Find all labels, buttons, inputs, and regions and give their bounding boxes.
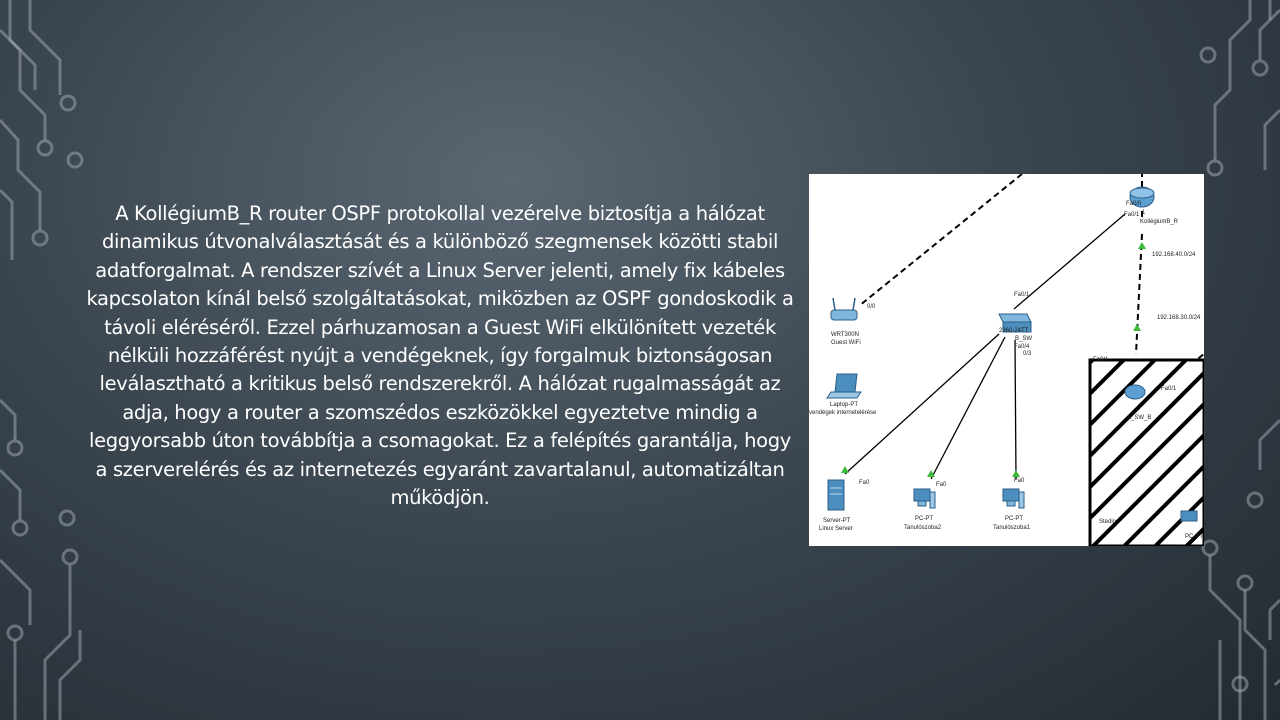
hatched-redacted-area bbox=[1090, 357, 1204, 546]
text-line: dinamikus útvonalválasztását és a különböző szegmensek közötti stabil bbox=[101, 230, 779, 254]
network-label: 192.168.40.0/24 bbox=[1152, 252, 1196, 258]
wifi-name-label: Guest WiFi bbox=[831, 340, 861, 346]
text-line: A KollégiumB_R router OSPF protokollal vezérelve biztosítja a hálózat bbox=[115, 202, 765, 225]
network-topology-image bbox=[809, 174, 1204, 546]
router-name-label: KollégiumB_R bbox=[1140, 219, 1179, 225]
hatch-name-label: A_SW_B bbox=[1127, 415, 1152, 421]
text-line: működjön. bbox=[390, 486, 490, 510]
text-line: adatforgalmat. A rendszer szívét a Linux Server jelenti, amely fix kábeles bbox=[95, 258, 785, 282]
server-icon bbox=[819, 480, 870, 532]
laptop-name-label: vendégek internetelérése bbox=[809, 410, 877, 416]
server-port-label: Fa0 bbox=[859, 480, 870, 486]
hatch-pc-label: PC-PT bbox=[1185, 534, 1203, 540]
wireless-router-icon bbox=[831, 298, 876, 346]
router-port-label: Fa0/1 bbox=[1124, 212, 1140, 218]
switch-port-label: Fa0/1 bbox=[1014, 292, 1030, 298]
router-port-label: 1 bbox=[1142, 210, 1146, 216]
hatch-port-label: Fa0/1 bbox=[1161, 386, 1177, 392]
pc-icon bbox=[993, 478, 1031, 531]
switch-model-label: 2960-24TT bbox=[999, 328, 1029, 334]
pc-model-label: PC-PT bbox=[915, 516, 933, 522]
router-port-label: Fa0/0 bbox=[1126, 201, 1142, 207]
text-line: kapcsolaton kínál belső szolgáltatásokat, miközben az OSPF gondoskodik a bbox=[86, 287, 794, 311]
text-line: adja, hogy a router a szomszédos eszközökkel egyeztetve mindig a bbox=[122, 400, 758, 424]
text-line: távoli eléréséről. Ezzel párhuzamosan a Guest WiFi elkülönített vezeték bbox=[104, 315, 776, 339]
server-name-label: Linux Server bbox=[819, 526, 853, 532]
text-line: nélküli hozzáférést nyújt a vendégeknek, így forgalmuk biztonságosan bbox=[107, 344, 773, 368]
wifi-model-label: WRT300N bbox=[831, 332, 859, 338]
pc-name-label: Tanulószoba1 bbox=[993, 525, 1031, 531]
router-icon bbox=[1124, 187, 1179, 225]
pc-port-label: Fa0 bbox=[936, 482, 947, 488]
description-paragraph bbox=[70, 200, 810, 512]
switch-port-label: Fa0/4 bbox=[1014, 344, 1030, 350]
text-line: leválasztható a kritikus belső rendszerekről. A hálózat rugalmasságát az bbox=[99, 372, 781, 396]
pc-name-label: Tanulószoba2 bbox=[904, 525, 942, 531]
dashed-link bbox=[859, 174, 1022, 306]
text-line: a szerverelérés és az internetezés egyaránt zavartalanul, automatizáltan bbox=[95, 457, 785, 481]
laptop-model-label: Laptop-PT bbox=[830, 402, 859, 408]
laptop-icon bbox=[809, 374, 877, 416]
hatch-bottom-label: Stedio bbox=[1099, 519, 1117, 525]
pc-port-label: Fa0 bbox=[1014, 478, 1025, 484]
switch-icon bbox=[999, 292, 1032, 357]
wifi-port-label: 0/0 bbox=[867, 304, 876, 310]
pc-model-label: PC-PT bbox=[1005, 516, 1023, 522]
text-line: leggyorsabb úton továbbítja a csomagokat. Ez a felépítés garantálja, hogy bbox=[89, 429, 791, 453]
switch-name-label: B_SW bbox=[1015, 336, 1033, 342]
switch-port-label: 0/3 bbox=[1023, 351, 1032, 357]
server-model-label: Server-PT bbox=[823, 518, 851, 524]
pc-icon bbox=[904, 482, 947, 531]
hatch-port-label: Fa0/1 bbox=[1093, 357, 1109, 363]
network-label: 192.168.30.0/24 bbox=[1157, 315, 1201, 321]
